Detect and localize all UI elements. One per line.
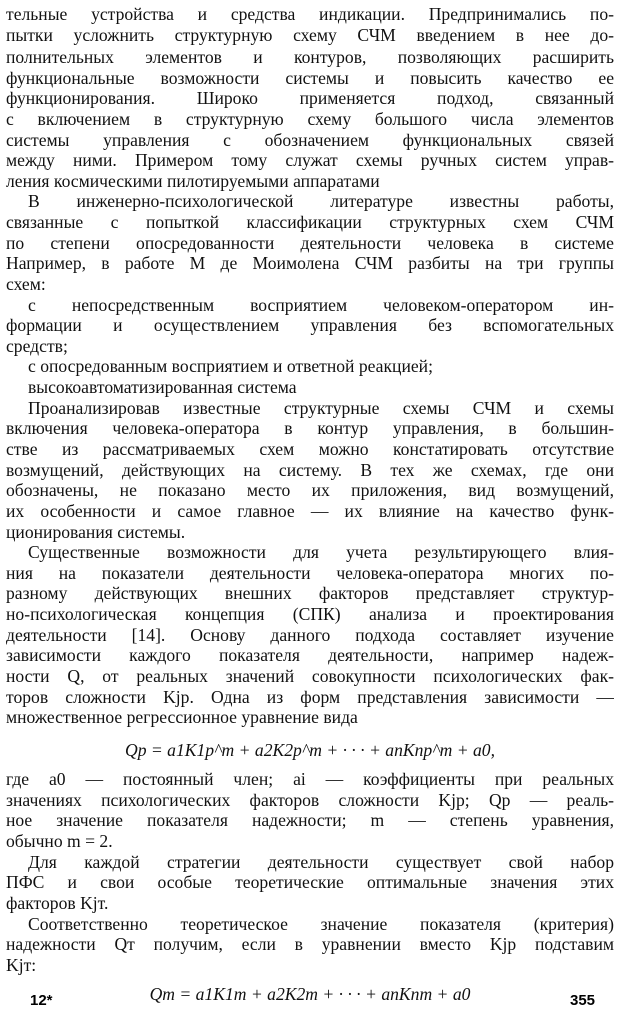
equation-line: Qт = a1K1т + a2K2т + · · · + anKnт + a0	[149, 984, 471, 1004]
text-line: множественное регрессионное уравнение вида	[6, 707, 358, 727]
equation-line: Qp = a1K1p^m + a2K2p^m + · · · + anKnp^m + a0,	[125, 740, 495, 760]
text-line: связанные с попыткой классификации структурных схем СЧМ	[6, 212, 614, 232]
text-line: Для каждой стратегии деятельности существует свой набор	[28, 852, 614, 872]
text-line: ционирования системы.	[6, 522, 186, 542]
text-line: факторов Kjт.	[6, 893, 109, 913]
text-line: торов сложности Kjp. Одна из форм представления зависимости —	[6, 687, 614, 707]
text-line: их особенности и самое главное — их влияние на качество функ-	[6, 501, 614, 521]
text-line: ПФС и свои особые теоретические оптимальные значения этих	[6, 872, 614, 892]
text-line: функционирования. Широко применяется подход, связанный	[6, 88, 614, 108]
text-line: включения человека-оператора в контур управления, в большин-	[6, 418, 614, 438]
text-line: Соответственно теоретическое значение показателя (критерия)	[28, 914, 614, 934]
text-line: по степени опосредованности деятельности человека в системе	[6, 233, 614, 253]
text-line: стве из рассматриваемых схем можно констатировать отсутствие	[6, 439, 614, 459]
text-line: Kjт:	[6, 955, 37, 975]
text-line: функциональные возможности системы и повысить качество ее	[6, 68, 614, 88]
text-line: ное значение показателя надежности; m — степень уравнения,	[6, 810, 614, 830]
text-line: В инженерно-психологической литературе известны работы,	[28, 191, 614, 211]
page-number: 355	[570, 992, 596, 1009]
text-line: разному действующих внешних факторов представляет структур-	[6, 583, 614, 603]
text-line: Существенные возможности для учета результирующего влия-	[28, 542, 614, 562]
text-line: схем:	[6, 274, 46, 294]
text-line: системы управления с обозначением функциональных связей	[6, 130, 614, 150]
text-line: ния на показатели деятельности человека-оператора многих по-	[6, 563, 614, 583]
text-line: тельные устройства и средства индикации. Предпринимались по-	[6, 4, 614, 24]
text-line: с опосредованным восприятием и ответной реакцией;	[28, 356, 433, 376]
text-line: обычно m = 2.	[6, 831, 113, 851]
text-line: полнительных элементов и контуров, позволяющих расширить	[6, 47, 614, 67]
text-line: ления космическими пилотируемыми аппаратами	[6, 171, 380, 191]
text-line: значениях психологических факторов сложности Kjp; Qp — реаль-	[6, 790, 614, 810]
text-line: с непосредственным восприятием человеком-оператором ин-	[28, 295, 614, 315]
text-line: с включением в структурную схему большого числа элементов	[6, 109, 614, 129]
text-line: высокоавтоматизированная система	[28, 377, 297, 397]
text-line: между ними. Примером тому служат схемы ручных систем управ-	[6, 150, 614, 170]
text-line: но-психологическая концепция (СПК) анализа и проектирования	[6, 604, 614, 624]
text-line: пытки усложнить структурную схему СЧМ введением в нее до-	[6, 25, 614, 45]
text-line: средств;	[6, 336, 68, 356]
text-line: обозначены, не показано место их приложения, вид возмущений,	[6, 480, 614, 500]
text-line: формации и осуществлением управления без вспомогательных	[6, 315, 614, 335]
text-line: деятельности [14]. Основу данного подхода составляет изучение	[6, 625, 614, 645]
text-line: ности Q, от реальных значений совокупности психологических фак-	[6, 666, 614, 686]
text-line: Например, в работе М де Моимолена СЧМ разбиты на три группы	[6, 253, 614, 273]
text-line: Проанализировав известные структурные схемы СЧМ и схемы	[28, 398, 614, 418]
text-line: возмущений, действующих на систему. В тех же схемах, где они	[6, 460, 614, 480]
signature-mark: 12*	[30, 992, 53, 1009]
text-line: зависимости каждого показателя деятельности, например надеж-	[6, 645, 614, 665]
text-line: надежности Qт получим, если в уравнении вместо Kjp подставим	[6, 934, 614, 954]
text-line: где a0 — постоянный член; ai — коэффициенты при реальных	[6, 769, 614, 789]
